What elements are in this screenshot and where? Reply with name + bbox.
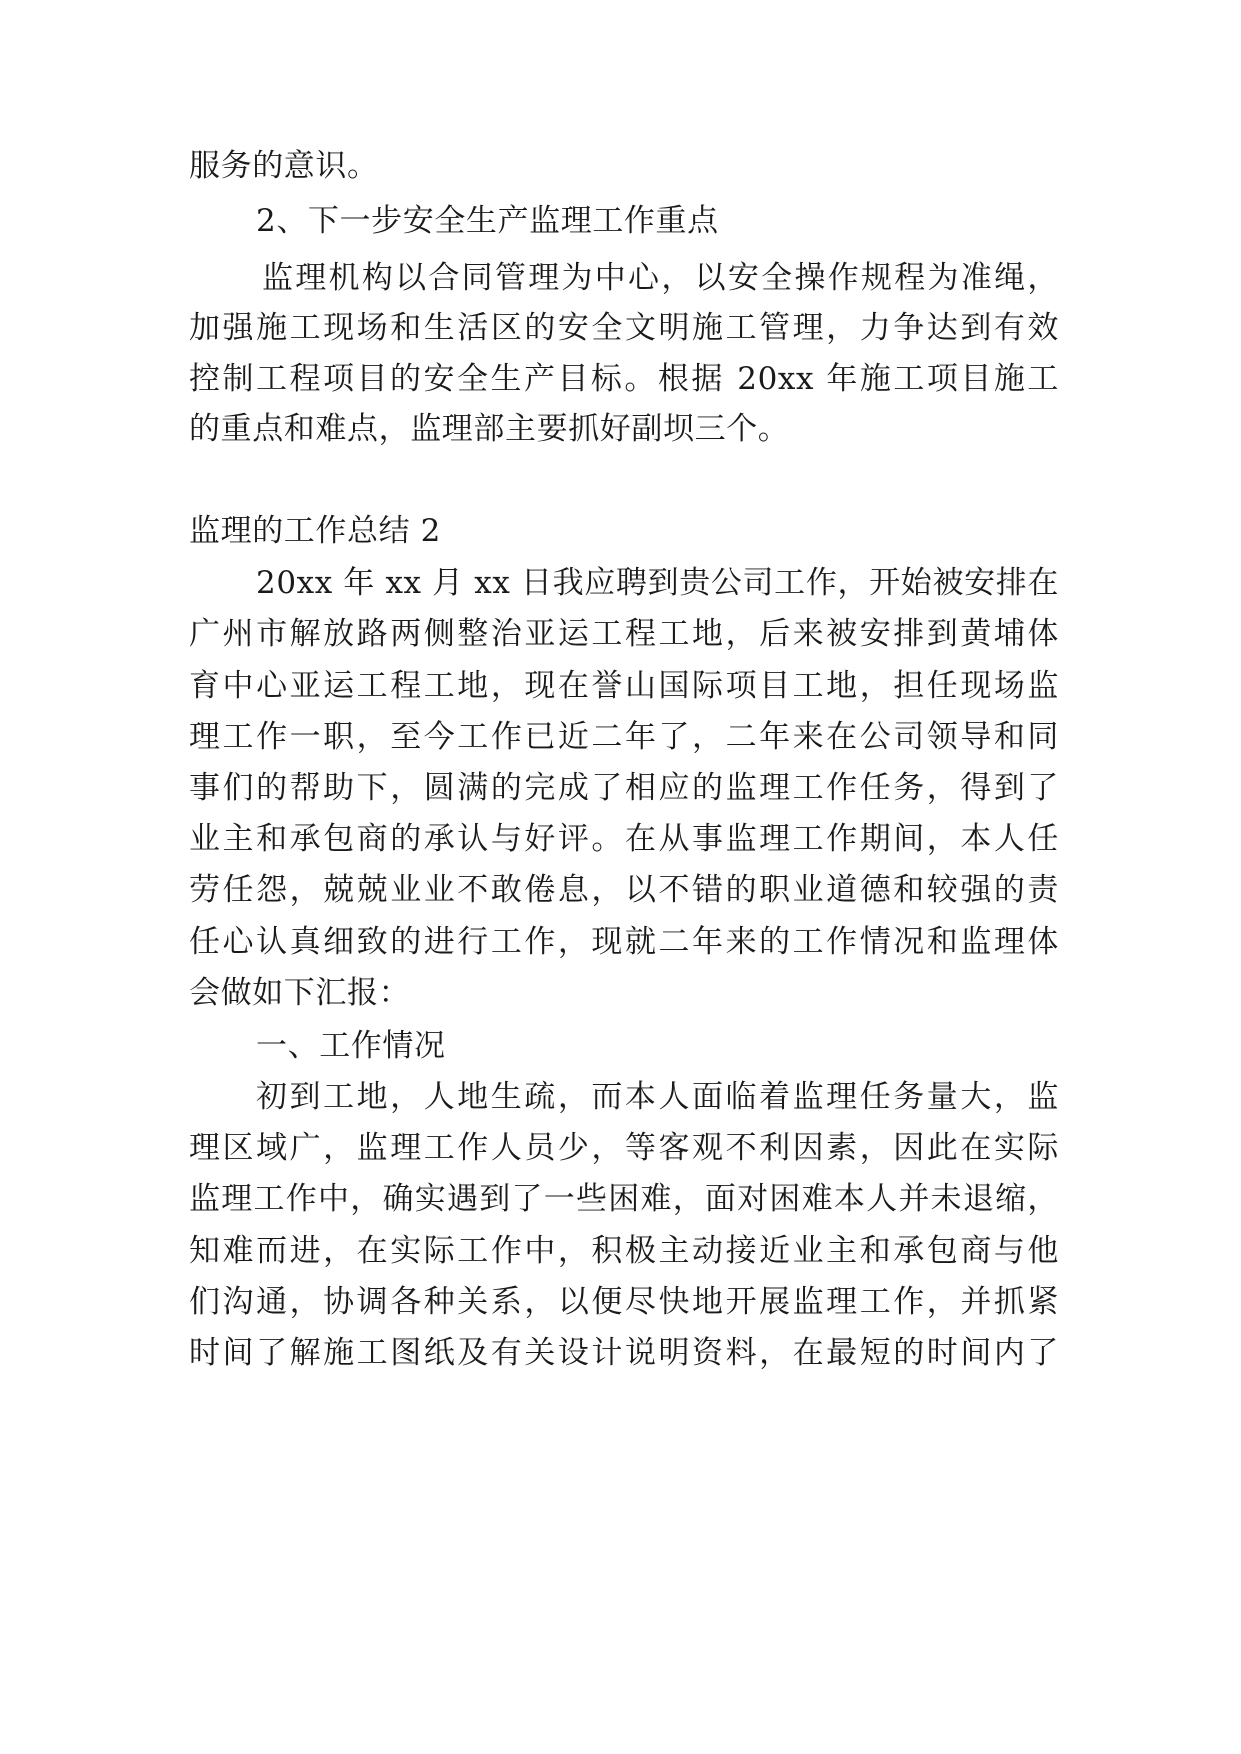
paragraph-line: 知难而进，在实际工作中，积极主动接近业主和承包商与他 bbox=[189, 1233, 1059, 1269]
paragraph-line: 理工作一职，至今工作已近二年了，二年来在公司领导和同 bbox=[189, 719, 1059, 755]
paragraph-line: 会做如下汇报： bbox=[189, 975, 411, 1011]
paragraph-line: 20xx 年 xx 月 xx 日我应聘到贵公司工作，开始被安排在 bbox=[256, 565, 1059, 601]
paragraph-line: 劳任怨，兢兢业业不敢倦息，以不错的职业道德和较强的责 bbox=[189, 872, 1059, 908]
paragraph-line: 广州市解放路两侧整治亚运工程工地，后来被安排到黄埔体 bbox=[189, 616, 1059, 652]
paragraph-line: 任心认真细致的进行工作，现就二年来的工作情况和监理体 bbox=[189, 924, 1059, 960]
paragraph-line: 育中心亚运工程工地，现在誉山国际项目工地，担任现场监 bbox=[189, 668, 1059, 704]
subheading-work-status: 一、工作情况 bbox=[256, 1028, 446, 1064]
paragraph-line: 监理工作中，确实遇到了一些困难，面对困难本人并未退缩， bbox=[189, 1181, 1059, 1217]
subheading-next-steps: 2、下一步安全生产监理工作重点 bbox=[256, 203, 719, 239]
paragraph-line: 初到工地，人地生疏，而本人面临着监理任务量大，监 bbox=[256, 1079, 1059, 1115]
section-title: 监理的工作总结 2 bbox=[189, 513, 441, 549]
paragraph-line: 事们的帮助下，圆满的完成了相应的监理工作任务，得到了 bbox=[189, 770, 1059, 806]
paragraph-line: 监理机构以合同管理为中心，以安全操作规程为准绳， bbox=[262, 260, 1059, 296]
paragraph-line: 时间了解施工图纸及有关设计说明资料，在最短的时间内了 bbox=[189, 1335, 1059, 1371]
paragraph-line: 控制工程项目的安全生产目标。根据 20xx 年施工项目施工 bbox=[189, 361, 1059, 397]
paragraph-line: 理区域广，监理工作人员少，等客观不利因素，因此在实际 bbox=[189, 1130, 1059, 1166]
paragraph-line: 的重点和难点，监理部主要抓好副坝三个。 bbox=[189, 411, 790, 447]
paragraph-line: 加强施工现场和生活区的安全文明施工管理，力争达到有效 bbox=[189, 310, 1059, 346]
paragraph-line: 业主和承包商的承认与好评。在从事监理工作期间，本人任 bbox=[189, 821, 1059, 857]
paragraph-line: 服务的意识。 bbox=[189, 148, 379, 184]
paragraph-line: 们沟通，协调各种关系，以便尽快地开展监理工作，并抓紧 bbox=[189, 1284, 1059, 1320]
